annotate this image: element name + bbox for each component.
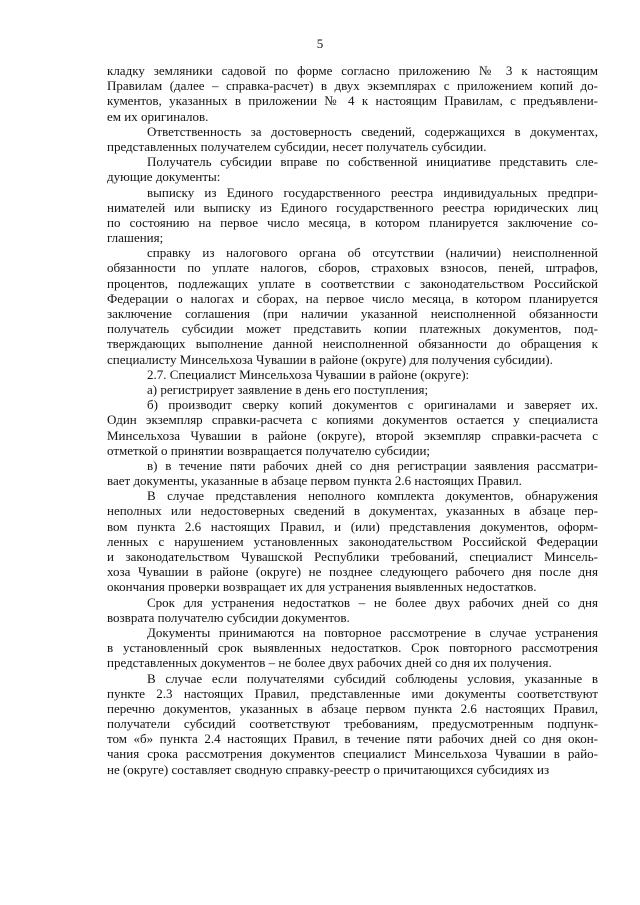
text-line: пункте 2.3 настоящих Правил, представленные ими документы соответствуют xyxy=(107,685,598,701)
text-line: Документы принимаются на повторное рассмотрение в случае устранения xyxy=(147,624,598,640)
text-line: б) производит сверку копий документов с оригиналами и заверяет их. xyxy=(147,397,598,413)
text-line: том «б» пункта 2.4 настоящих Правил, в течение пяти рабочих дней со дня окон- xyxy=(107,731,598,747)
text-line: нимателей или выписку из Единого государственного реестра юридических лиц xyxy=(107,199,598,215)
text-line: процентов, подлежащих уплате в соответствии с законодательством Российской xyxy=(107,275,598,291)
text-line: вает документы, указанные в абзаце первом пункта 2.6 настоящих Правил. xyxy=(107,473,522,489)
text-line: справку из налогового органа об отсутствии (наличии) неисполненной xyxy=(147,245,598,261)
text-line: специалисту Минсельхоза Чувашии в районе (округе) для получения субсидии). xyxy=(107,351,553,367)
text-line: перечню документов, указанных в абзаце первом пункта 2.6 настоящих Правил, xyxy=(107,700,598,716)
text-line: В случае представления неполного комплекта документов, обнаружения xyxy=(147,488,598,504)
page-number: 5 xyxy=(316,36,324,51)
text-line: Федерации о налогах и сборах, на первое число месяца, в котором планируется xyxy=(107,290,598,306)
text-line: кументов, указанных в приложении № 4 к настоящим Правилам, с предъявлени- xyxy=(107,93,598,109)
paragraph xyxy=(107,245,598,367)
text-line: В случае если получателями субсидий соблюдены условия, указанные в xyxy=(147,670,598,686)
document-body xyxy=(107,63,598,777)
paragraph xyxy=(107,488,598,594)
text-line: чания срока рассмотрения документов специалист Минсельхоза Чувашии в райо- xyxy=(107,746,598,762)
text-line: не (округе) составляет сводную справку-реестр о причитающихся субсидиях из xyxy=(107,761,550,777)
text-line: Один экземпляр справки-расчета с копиями документов остается у специалиста xyxy=(107,412,598,428)
text-line: Правилам (далее – справка-расчет) в двух экземплярах с приложением копий до- xyxy=(107,78,598,94)
text-line: вом пункта 2.6 настоящих Правил, и (или) представления документов, оформ- xyxy=(107,518,598,534)
text-line: представленных документов – не более двух рабочих дней со дня их получения. xyxy=(107,655,552,671)
text-line: окончания проверки возвращает их для устранения выявленных недостатков. xyxy=(107,579,537,595)
paragraph xyxy=(107,671,598,777)
text-line: обязанности по уплате налогов, сборов, страховых взносов, пеней, штрафов, xyxy=(107,260,598,276)
text-line: глашения; xyxy=(107,230,164,246)
text-line: ем их оригиналов. xyxy=(107,108,209,124)
text-line: неполных или недостоверных сведений в документах, указанных в абзаце пер- xyxy=(107,503,598,519)
text-line: Срок для устранения недостатков – не более двух рабочих дней со дня xyxy=(147,594,598,610)
paragraph xyxy=(107,625,598,671)
text-line: Получатель субсидии вправе по собственной инициативе представить сле- xyxy=(147,154,598,170)
paragraph xyxy=(107,397,598,458)
text-line: дующие документы: xyxy=(107,169,221,185)
text-line: и законодательством Чувашской Республики требований, специалист Минсель- xyxy=(107,549,598,564)
text-line: 2.7. Специалист Минсельхоза Чувашии в районе (округе): xyxy=(147,366,470,382)
text-line: тверждающих выполнение данной неисполненной обязанности до обращения к xyxy=(107,336,598,352)
text-line: Ответственность за достоверность сведений, содержащихся в документах, xyxy=(147,123,598,139)
paragraph xyxy=(107,458,598,488)
text-line: возврата получателю субсидии документов. xyxy=(107,609,350,625)
paragraph xyxy=(107,154,598,184)
paragraph xyxy=(107,63,598,124)
text-line: а) регистрирует заявление в день его поступления; xyxy=(147,381,429,397)
text-line: отметкой о принятии возвращается получателю субсидии; xyxy=(107,442,431,458)
text-line: хоза Чувашии в районе (округе) не позднее следующего рабочего дня после дня xyxy=(107,564,598,580)
text-line: кладку земляники садовой по форме согласно приложению № 3 к настоящим xyxy=(107,63,598,78)
text-line: представленных получателем субсидии, несет получатель субсидии. xyxy=(107,138,487,154)
text-line: по состоянию на первое число месяца, в котором планируется заключение со- xyxy=(107,214,598,230)
paragraph xyxy=(107,382,598,397)
text-line: выписку из Единого государственного реестра индивидуальных предпри- xyxy=(147,184,598,200)
text-line: заключение соглашения (при наличии указанной неисполненной обязанности xyxy=(107,306,598,321)
text-line: Минсельхоза Чувашии в районе (округе), второй экземпляр справки-расчета с xyxy=(107,427,598,443)
text-line: в установленный срок выявленных недостатков. Срок повторного рассмотрения xyxy=(107,640,598,656)
text-line: получатели субсидий соответствуют требованиям, предусмотренным подпунк- xyxy=(107,716,598,732)
paragraph xyxy=(107,595,598,625)
text-line: получатель субсидии может представить копии платежных документов, под- xyxy=(107,321,598,337)
paragraph xyxy=(107,367,598,382)
text-line: ленных с нарушением установленных законодательством Российской Федерации xyxy=(107,533,598,549)
paragraph xyxy=(107,185,598,246)
paragraph xyxy=(107,124,598,154)
text-line: в) в течение пяти рабочих дней со дня регистрации заявления рассматри- xyxy=(147,457,598,473)
